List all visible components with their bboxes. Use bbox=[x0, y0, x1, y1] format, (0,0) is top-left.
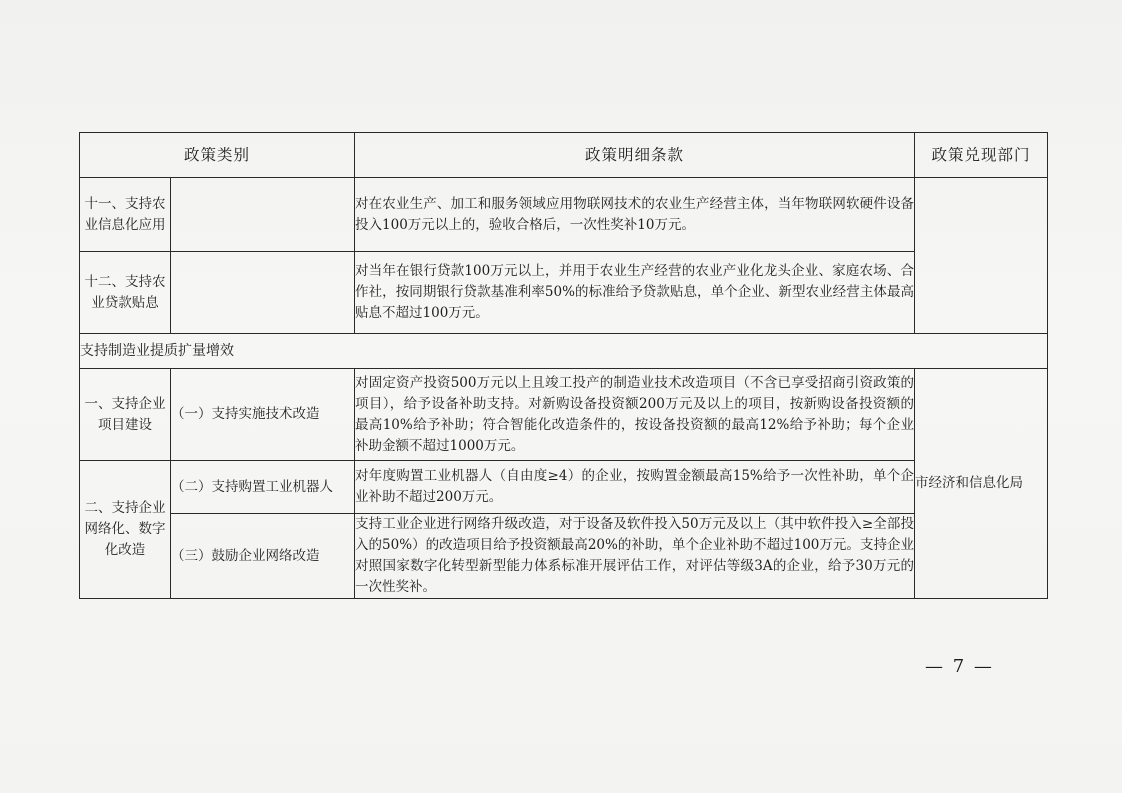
subcategory-empty bbox=[171, 252, 355, 334]
table-section-row bbox=[80, 334, 1048, 369]
subcategory-empty bbox=[171, 178, 355, 252]
detail-robot: 对年度购置工业机器人（自由度≥4）的企业，按购置金额最高15%给予一次性补助，单个企业补助不超过200万元。 bbox=[355, 461, 915, 514]
detail-network-upgrade: 支持工业企业进行网络升级改造，对于设备及软件投入50万元及以上（其中软件投入≥全部投入的50%）的改造项目给予投资额最高20%的补助，单个企业补助不超过100万元。支持企业对照国家数字化转型新型能力体系标准开展评估工作，对评估等级3A的企业，给予30万元的一次性奖补。 bbox=[355, 514, 915, 599]
page-number: — 7 — bbox=[925, 656, 994, 677]
header-department: 政策兑现部门 bbox=[915, 133, 1048, 178]
table-row-project bbox=[80, 369, 1048, 461]
table-row-robot bbox=[80, 461, 1048, 514]
table-row-agri-loan bbox=[80, 252, 1048, 334]
department-agri bbox=[915, 178, 1048, 334]
subcategory-network-upgrade: （三）鼓励企业网络改造 bbox=[171, 514, 355, 599]
category-agri-loan: 十二、支持农业贷款贴息 bbox=[80, 252, 171, 334]
detail-agri-iot: 对在农业生产、加工和服务领域应用物联网技术的农业生产经营主体，当年物联网软硬件设备投入100万元以上的，验收合格后，一次性奖补10万元。 bbox=[355, 178, 915, 252]
category-agri-iot: 十一、支持农业信息化应用 bbox=[80, 178, 171, 252]
department-manufacturing: 市经济和信息化局 bbox=[915, 369, 1048, 599]
table-row-network-upgrade bbox=[80, 514, 1048, 599]
table-header-row bbox=[80, 133, 1048, 178]
policy-table bbox=[79, 132, 1048, 599]
header-category: 政策类别 bbox=[80, 133, 355, 178]
subcategory-robot: （二）支持购置工业机器人 bbox=[171, 461, 355, 514]
category-network: 二、支持企业网络化、数字化改造 bbox=[80, 461, 171, 599]
detail-tech-upgrade: 对固定资产投资500万元以上且竣工投产的制造业技术改造项目（不含已享受招商引资政策的项目），给予设备补助支持。对新购设备投资额200万元及以上的项目，按新购设备投资额的最高10%给予补助；符合智能化改造条件的，按设备投资额的最高12%给予补助；每个企业补助金额不超过1000万元。 bbox=[355, 369, 915, 461]
section-title-manufacturing: 支持制造业提质扩量增效 bbox=[80, 334, 1048, 369]
detail-agri-loan: 对当年在银行贷款100万元以上，并用于农业生产经营的农业产业化龙头企业、家庭农场、合作社，按同期银行贷款基准利率50%的标准给予贷款贴息，单个企业、新型农业经营主体最高贴息不超过100万元。 bbox=[355, 252, 915, 334]
table-row-agri-iot bbox=[80, 178, 1048, 252]
header-detail: 政策明细条款 bbox=[355, 133, 915, 178]
category-project: 一、支持企业项目建设 bbox=[80, 369, 171, 461]
subcategory-tech-upgrade: （一）支持实施技术改造 bbox=[171, 369, 355, 461]
